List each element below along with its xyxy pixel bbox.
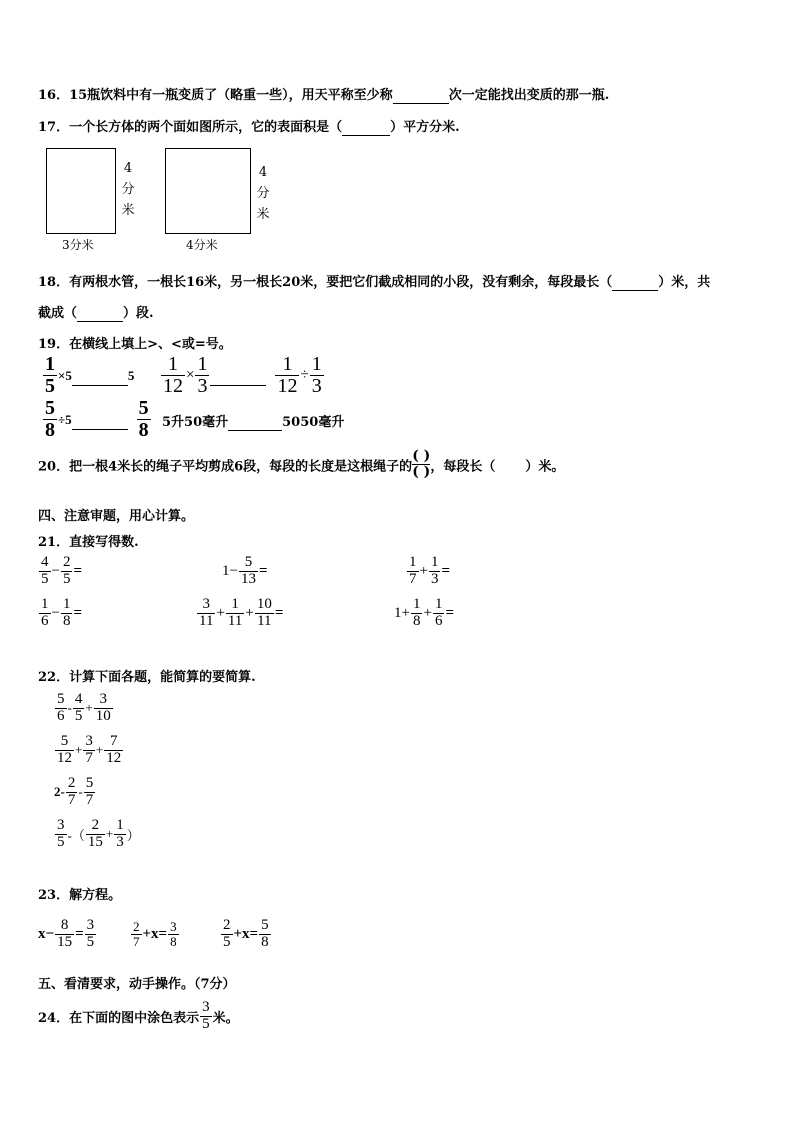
q19-expr-3: $\frac{5}{8}$ ÷5 $\frac{5}{8}$ bbox=[45, 397, 149, 441]
q17-after: ）平方分米. bbox=[390, 120, 460, 135]
fraction: $\frac{5}{8}$ bbox=[138, 397, 149, 441]
question-20: 20．把一根4米长的绳子平均剪成6段，每段的长度是这根绳子的 ( ) ( ) ，每段长（ ）米。 bbox=[38, 448, 565, 481]
question-24: 24．在下面的图中涂色表示 $\frac{3}{5}$ 米。 bbox=[38, 999, 239, 1032]
question-18-line-2: 截成（ ）段. bbox=[38, 306, 154, 321]
q19-expr-1: $\frac{1}{5}$ ×5 5 bbox=[45, 353, 135, 397]
section-4-heading: 四、注意审题，用心计算。 bbox=[38, 509, 195, 524]
fraction: $\frac{1}{5}$ bbox=[45, 353, 55, 397]
question-16 bbox=[38, 84, 609, 104]
q16-text: 16．15瓶饮料中有一瓶变质了（略重一些），用天平称至少称 bbox=[38, 88, 393, 103]
q17-text: 17．一个长方体的两个面如图所示，它的表面积是（ bbox=[38, 120, 343, 135]
cuboid-face-2 bbox=[165, 148, 251, 234]
q23-equation-3: $\frac{2}{5}$ +x= $\frac{5}{8}$ bbox=[223, 917, 269, 950]
question-19-title: 19．在横线上填上>、<或=号。 bbox=[38, 337, 232, 352]
q19-blank-2[interactable] bbox=[210, 366, 266, 386]
q23-equation-2: $\frac{2}{7}$ +x= $\frac{3}{8}$ bbox=[133, 919, 177, 949]
q19-blank-1[interactable] bbox=[72, 366, 128, 386]
question-17 bbox=[38, 116, 460, 136]
q20-answer-blank[interactable] bbox=[495, 457, 525, 472]
fraction: $\frac{1}{12}$ bbox=[163, 353, 183, 397]
q16-after: 次一定能找出变质的那一瓶. bbox=[448, 88, 610, 103]
fraction: $\frac{1}{3}$ bbox=[311, 353, 322, 397]
q23-equation-1: x− $\frac{8}{15}$ = $\frac{3}{5}$ bbox=[38, 917, 95, 950]
q21-r1c3: $\frac{1}{7}$ + $\frac{1}{3}$ = bbox=[409, 554, 451, 587]
q20-fraction-blank[interactable]: ( ) ( ) bbox=[412, 448, 431, 481]
face-2-height-label: 4 分 米 bbox=[256, 165, 270, 222]
q21-r2c1: $\frac{1}{6}$ − $\frac{1}{8}$ = bbox=[41, 596, 83, 629]
face-1-height-label: 4 分 米 bbox=[121, 161, 135, 218]
q22-expr-1: $\frac{5}{6}$ - $\frac{4}{5}$ + $\frac{3}{10}$ bbox=[57, 691, 111, 724]
q22-expr-4: $\frac{3}{5}$ -（ $\frac{2}{15}$ + $\frac{1}{3}$ ） bbox=[57, 817, 140, 850]
q18-answer-blank-2[interactable] bbox=[77, 306, 123, 322]
q21-r2c3: 1+ $\frac{1}{8}$ + $\frac{1}{6}$ = bbox=[394, 596, 454, 629]
face-2-width-label: 4分米 bbox=[186, 238, 218, 252]
q17-answer-blank[interactable] bbox=[342, 120, 390, 136]
question-22-title: 22．计算下面各题，能简算的要简算. bbox=[38, 670, 256, 685]
q21-r2c2: $\frac{3}{11}$ + $\frac{1}{11}$ + $\frac{10}{11}$ = bbox=[199, 596, 284, 629]
q19-blank-4[interactable] bbox=[228, 415, 282, 431]
fraction: $\frac{1}{12}$ bbox=[277, 353, 298, 397]
face-1-width-label: 3分米 bbox=[62, 238, 94, 252]
question-21-title: 21．直接写得数. bbox=[38, 535, 139, 550]
q18-answer-blank-1[interactable] bbox=[612, 275, 658, 291]
section-5-heading: 五、看清要求，动手操作。（7分） bbox=[38, 977, 236, 992]
q19-expr-4: 5升50毫升 5050毫升 bbox=[162, 415, 345, 430]
q21-r1c2: 1− $\frac{5}{13}$ = bbox=[222, 554, 268, 587]
q22-expr-2: $\frac{5}{12}$ + $\frac{3}{7}$ + $\frac{7}{12}$ bbox=[57, 733, 122, 766]
q21-r1c1: $\frac{4}{5}$ − $\frac{2}{5}$ = bbox=[41, 554, 83, 587]
fraction: $\frac{1}{3}$ bbox=[197, 353, 208, 397]
q16-answer-blank[interactable] bbox=[393, 88, 449, 104]
q19-expr-2: $\frac{1}{12}$ × $\frac{1}{3}$ $\frac{1}{12}$ ÷ $\frac{1}{3}$ bbox=[163, 353, 322, 397]
q22-expr-3: 2- $\frac{2}{7}$ - $\frac{5}{7}$ bbox=[54, 775, 94, 808]
question-23-title: 23．解方程。 bbox=[38, 888, 122, 903]
fraction: $\frac{5}{8}$ bbox=[45, 397, 55, 441]
cuboid-face-1 bbox=[46, 148, 116, 234]
q19-blank-3[interactable] bbox=[72, 410, 128, 430]
question-18-line-1: 18．有两根水管，一根长16米，另一根长20米，要把它们截成相同的小段，没有剩余，每段最长（ ）米，共 bbox=[38, 275, 711, 290]
